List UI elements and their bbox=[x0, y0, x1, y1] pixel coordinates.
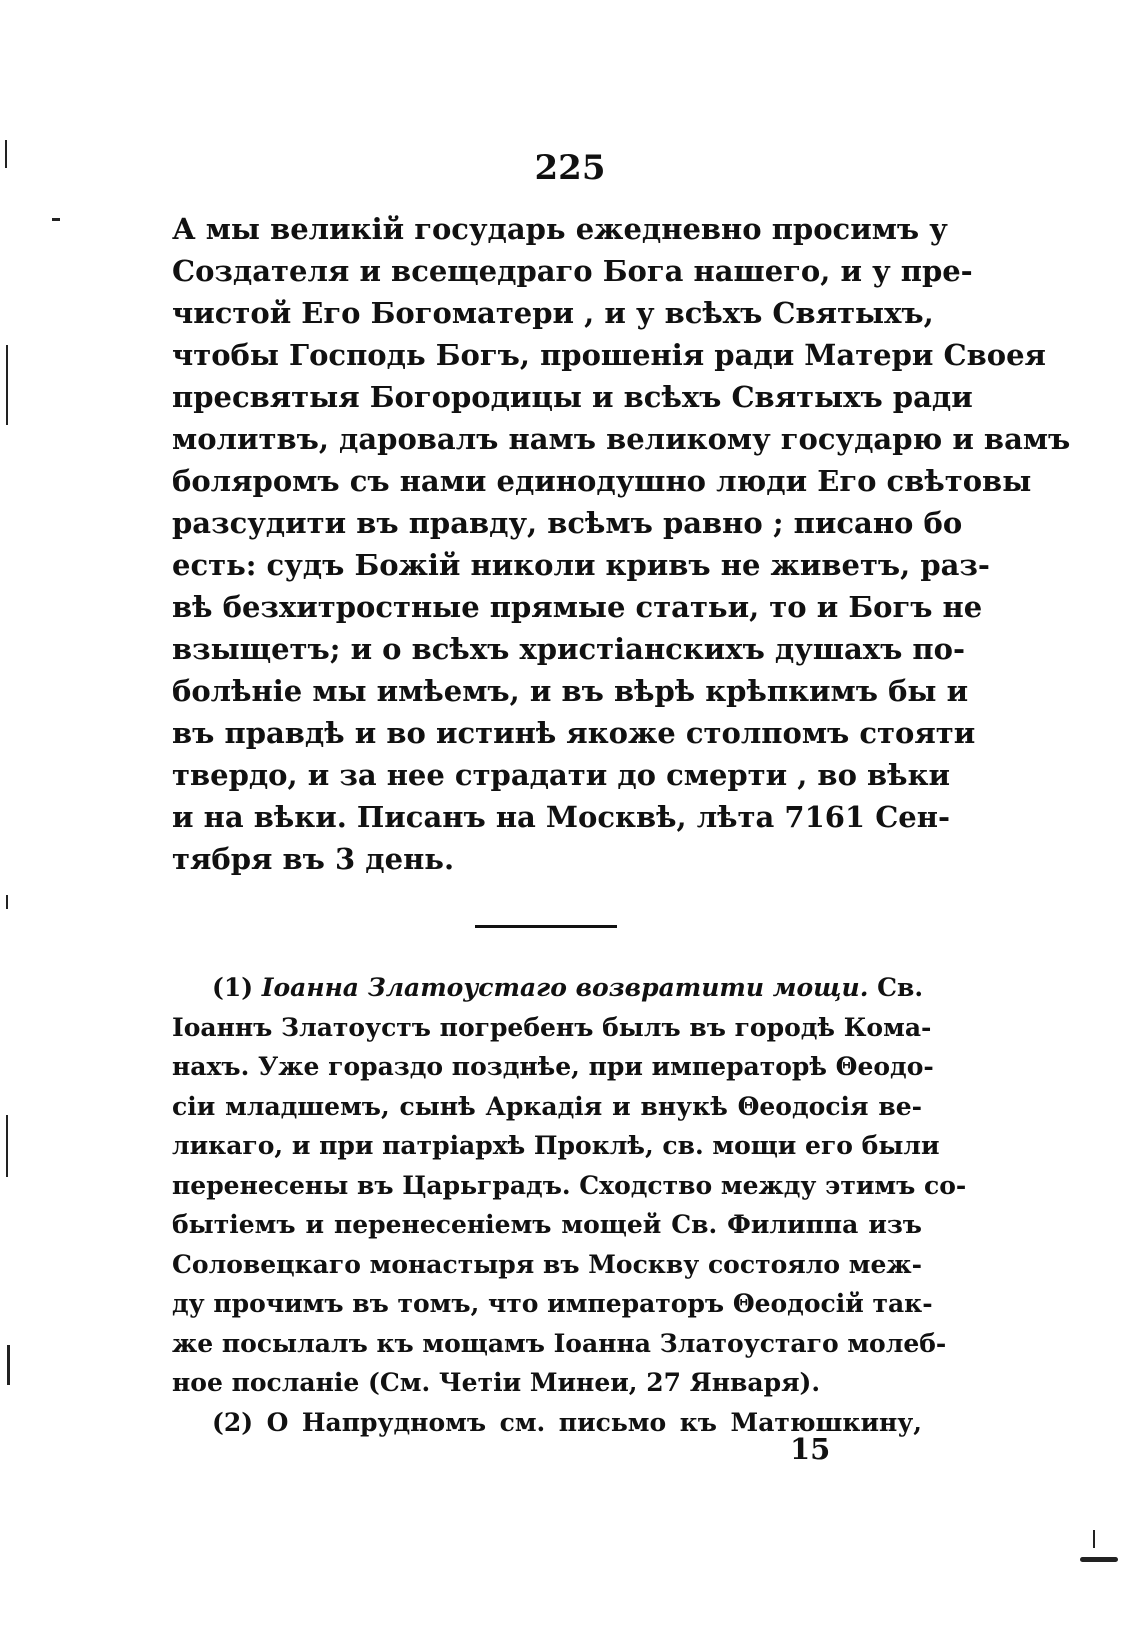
text-line: болѣніе мы имѣемъ, и въ вѣрѣ крѣпкимъ бы и bbox=[172, 674, 969, 708]
text-line: и на вѣки. Писанъ на Москвѣ, лѣта 7161 Сен- bbox=[172, 800, 951, 834]
footnotes bbox=[172, 968, 967, 1442]
footnote-1-first-line bbox=[172, 968, 922, 1008]
footnote-line: ликаго, и при патріархѣ Проклѣ, св. мощи его были bbox=[172, 1131, 940, 1160]
text-line: разсудити въ правду, всѣмъ равно ; писано бо bbox=[172, 506, 963, 540]
footnote-line: сіи младшемъ, сынѣ Аркадія и внукѣ Θеодосія ве- bbox=[172, 1091, 922, 1121]
scan-mark bbox=[52, 218, 60, 221]
text-line: вѣ безхитростные прямые статьи, то и Богъ не bbox=[172, 590, 983, 624]
scan-mark bbox=[7, 1345, 10, 1385]
footnote-1-marker: (1) bbox=[212, 973, 254, 1002]
footnote-line: бытіемъ и перенесеніемъ мощей Св. Филиппа изъ bbox=[172, 1210, 922, 1239]
page-number: 225 bbox=[534, 148, 606, 188]
text-line: чтобы Господь Богъ, прошенія ради Матери Своея bbox=[172, 338, 1046, 372]
scan-mark bbox=[1093, 1530, 1095, 1548]
footnote-line: Соловецкаго монастыря въ Москву состояло меж- bbox=[172, 1249, 922, 1279]
footnote-line: же посылалъ къ мощамъ Іоанна Златоустаго молеб- bbox=[172, 1328, 947, 1358]
section-separator bbox=[475, 925, 617, 928]
footnote-1-first-line-rest: Св. bbox=[877, 973, 924, 1002]
text-line: А мы великій государь ежедневно просимъ у bbox=[172, 212, 948, 246]
text-line: въ правдѣ и во истинѣ якоже столпомъ стояти bbox=[172, 716, 976, 750]
scan-mark bbox=[6, 1115, 8, 1177]
footnote-line: нахъ. Уже гораздо позднѣе, при императорѣ Θеодо- bbox=[172, 1052, 934, 1081]
text-line: боляромъ съ нами единодушно люди Его свѣтовы bbox=[172, 464, 1032, 498]
text-line: есть: судъ Божій николи кривъ не живетъ, раз- bbox=[172, 548, 990, 582]
text-line: взыщетъ; и о всѣхъ христіанскихъ душахъ по- bbox=[172, 632, 966, 666]
footnote-2-line: (2) О Напрудномъ см. письмо къ Матюшкину, bbox=[212, 1407, 922, 1437]
text-line: молитвъ, даровалъ намъ великому государю и вамъ bbox=[172, 422, 1071, 456]
footnote-1-title: Іоанна Златоустаго возвратити мощи. bbox=[261, 973, 869, 1002]
scan-mark bbox=[1080, 1557, 1118, 1562]
footnote-line: Іоаннъ Златоустъ погребенъ былъ въ городѣ Кома- bbox=[172, 1012, 932, 1042]
scan-mark bbox=[5, 140, 7, 168]
signature-mark: 15 bbox=[790, 1432, 831, 1466]
main-text bbox=[172, 208, 1071, 880]
text-line: чистой Его Богоматери , и у всѣхъ Святыхъ, bbox=[172, 296, 934, 330]
footnote-line: ду прочимъ въ томъ, что императоръ Θеодосій так- bbox=[172, 1289, 933, 1318]
footnote-line: ное посланіе (См. Четіи Минеи, 27 Января). bbox=[172, 1368, 821, 1397]
text-line: Создателя и всещедраго Бога нашего, и у пре- bbox=[172, 254, 973, 288]
text-line: пресвятыя Богородицы и всѣхъ Святыхъ ради bbox=[172, 380, 973, 414]
text-line: тября въ 3 день. bbox=[172, 842, 455, 876]
footnote-line: перенесены въ Царьградъ. Сходство между этимъ со- bbox=[172, 1170, 967, 1200]
scan-mark bbox=[6, 345, 8, 425]
text-line: твердо, и за нее страдати до смерти , во вѣки bbox=[172, 758, 951, 792]
scan-mark bbox=[6, 895, 8, 909]
